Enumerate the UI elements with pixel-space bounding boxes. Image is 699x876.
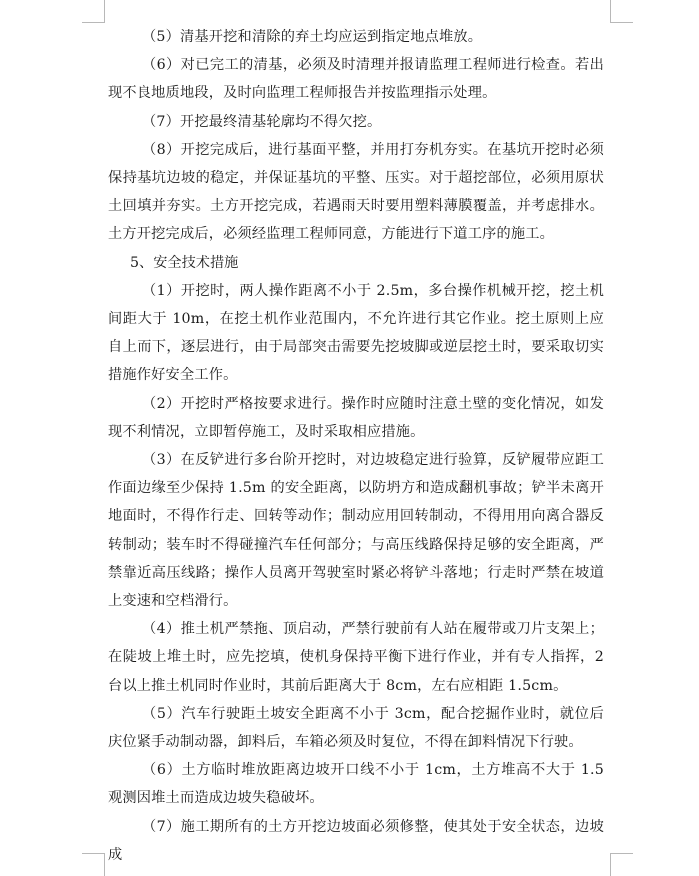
paragraph-item-6: （6）对已完工的清基，必须及时清理并报请监理工程师进行检查。若出现不良地质地段，及时向监理工程师报告并按监理指示处理。: [108, 57, 604, 102]
crop-mark-top-left: [82, 0, 105, 23]
crop-mark-bottom-right: [610, 853, 633, 876]
paragraph-item-8: （8）开挖完成后，进行基面平整，并用打夯机夯实。在基坑开挖时必须保持基坑边坡的稳定，并保证基坑的平整、压实。对于超挖部位，必须用原状土回填并夯实。土方开挖完成，若遇雨天时要用塑料薄膜覆盖，并考虑排水。土方开挖完成后，必须经监理工程师同意，方能进行下道工序的施工。: [108, 141, 604, 243]
crop-mark-top-right: [610, 0, 633, 23]
safety-paragraph-6: （6）土方临时堆放距离边坡开口线不小于 1cm，土方堆高不大于 1.5 观测因堆土而造成边坡失稳破坏。: [108, 762, 604, 807]
safety-paragraph-3: （3）在反铲进行多台阶开挖时，对边坡稳定进行验算，反铲履带应距工作面边缘至少保持 1.5m 的安全距离，以防坍方和造成翻机事故；铲半未离开地面时，不得作行走、回转等动作；制动应用回转制动，不得用用向离合器反转制动；装车时不得碰撞汽车任何部分；与高压线路保持足够的安全距离，严禁靠近高压线路；操作人员离开驾驶室时紧必将铲斗落地；行走时严禁在坡道上变速和空档滑行。: [108, 452, 604, 610]
paragraph-item-5: （5）清基开挖和清除的弃土均应运到指定地点堆放。: [142, 29, 483, 45]
safety-paragraph-2: （2）开挖时严格按要求进行。操作时应随时注意土壁的变化情况，如发现不利情况，立即暂停施工，及时采取相应措施。: [108, 395, 604, 440]
document-body: [108, 23, 604, 869]
safety-paragraph-4: （4）推土机严禁拖、顶启动，严禁行驶前有人站在履带或刀片支架上；在陡坡上堆土时，应先挖填，使机身保持平衡下进行作业，并有专人指挥，2 台以上推土机同时作业时，其前后距离大于 8cm，左右应相距 1.5cm。: [108, 621, 604, 694]
paragraph-item-7: （7）开挖最终清基轮廓均不得欠挖。: [142, 113, 382, 130]
section-heading-safety: 5、安全技术措施: [130, 254, 239, 271]
safety-paragraph-7: （7）施工期所有的土方开挖边坡面必须修整，使其处于安全状态，边坡成: [108, 818, 604, 863]
safety-paragraph-1: （1）开挖时，两人操作距离不小于 2.5m，多台操作机械开挖，挖土机间距大于 10m，在挖土机作业范围内，不允许进行其它作业。挖土原则上应自上而下，逐层进行，由于局部突击需要先挖坡脚或逆层挖土时，要采取切实措施作好安全工作。: [108, 282, 604, 384]
safety-paragraph-5: （5）汽车行驶距土坡安全距离不小于 3cm，配合挖掘作业时，就位后庆位紧手动制动器，卸料后，车箱必须及时复位，不得在卸料情况下行驶。: [108, 705, 604, 751]
crop-mark-bottom-left: [82, 853, 105, 876]
